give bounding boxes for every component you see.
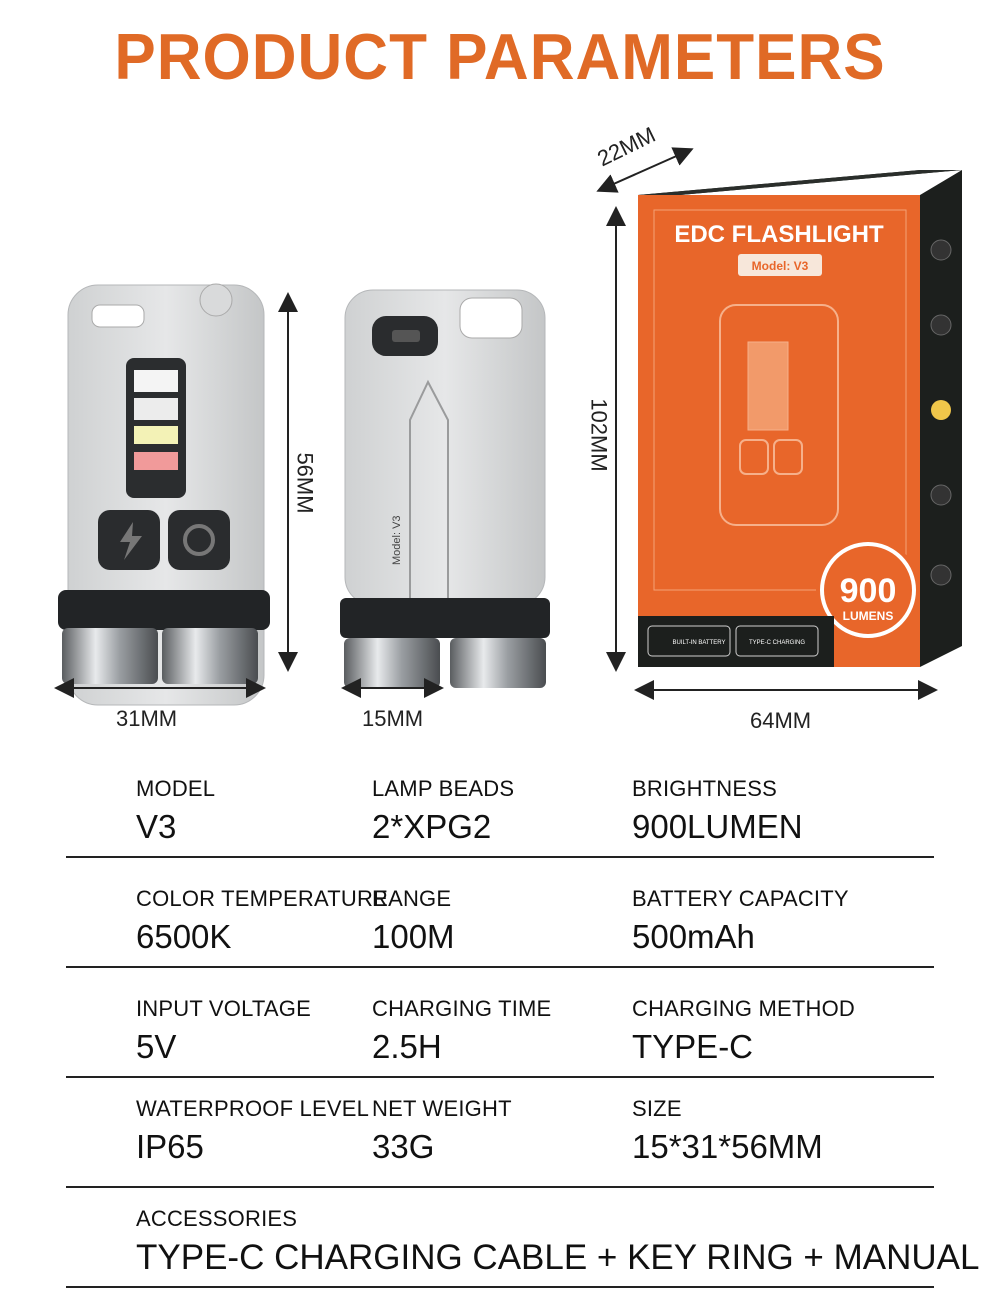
spec-cell [632,886,849,956]
spec-label: SIZE [632,1096,682,1121]
spec-label: WATERPROOF LEVEL [136,1096,370,1121]
box-badge-charging: TYPE-C CHARGING [748,640,806,646]
spec-cell [372,776,514,846]
spec-label: BATTERY CAPACITY [632,886,849,911]
spec-cell [136,996,311,1066]
spec-cell [632,996,855,1066]
spec-row-3 [66,990,934,1078]
spec-label: RANGE [372,886,452,911]
spec-cell [632,776,803,846]
spec-value: 33G [372,1128,435,1165]
spec-label: ACCESSORIES [136,1206,298,1231]
spec-value: 100M [372,918,455,955]
box-model-tag: Model: V3 [751,259,809,273]
box-badge-battery: BUILT-IN BATTERY [672,640,726,646]
spec-label: CHARGING TIME [372,996,552,1021]
dim-front-height: 56MM [292,452,318,514]
product-box [638,170,962,667]
spec-label: BRIGHTNESS [632,776,778,801]
spec-row-accessories [66,1200,980,1288]
spec-label: MODEL [136,776,216,801]
product-illustration [0,120,1000,760]
spec-row-2 [66,880,934,968]
spec-value: 5V [136,1028,177,1065]
front-device [58,284,270,705]
spec-cell [136,886,388,956]
spec-label: CHARGING METHOD [632,996,855,1021]
spec-value: 900LUMEN [632,808,803,845]
dim-box-depth: 22MM [593,121,660,172]
spec-cell [632,1096,823,1166]
spec-cell [372,1096,512,1166]
spec-value: IP65 [136,1128,204,1165]
spec-label: COLOR TEMPERATURE [136,886,388,911]
spec-value: TYPE-C [632,1028,754,1065]
spec-value: V3 [136,808,177,845]
spec-label: NET WEIGHT [372,1096,512,1121]
dim-box-width: 64MM [750,708,812,733]
spec-label: INPUT VOLTAGE [136,996,311,1021]
dim-front-width: 31MM [116,706,178,731]
product-drawing [0,120,1000,760]
spec-cell [372,886,455,956]
spec-cell [136,776,215,846]
side-model-text: Model: V3 [391,515,403,565]
spec-cell [372,996,551,1066]
page-title: PRODUCT PARAMETERS [114,21,886,94]
spec-row-1 [66,770,934,858]
side-device [340,290,550,688]
dim-side-depth: 15MM [362,706,424,731]
spec-value: 2.5H [372,1028,442,1065]
box-lumens-number: 900 [839,572,897,610]
spec-value: 15*31*56MM [632,1128,823,1165]
spec-cell [136,1096,369,1166]
box-lumens-unit: LUMENS [842,609,894,623]
spec-value: TYPE-C CHARGING CABLE + KEY RING + MANUAL [136,1238,980,1277]
spec-value: 6500K [136,918,232,955]
spec-value: 500mAh [632,918,755,955]
spec-value: 2*XPG2 [372,808,492,845]
spec-label: LAMP BEADS [372,776,515,801]
spec-cell [136,1206,979,1278]
dim-box-height: 102MM [586,398,612,472]
spec-row-4 [66,1090,934,1188]
box-title: EDC FLASHLIGHT [674,221,884,248]
